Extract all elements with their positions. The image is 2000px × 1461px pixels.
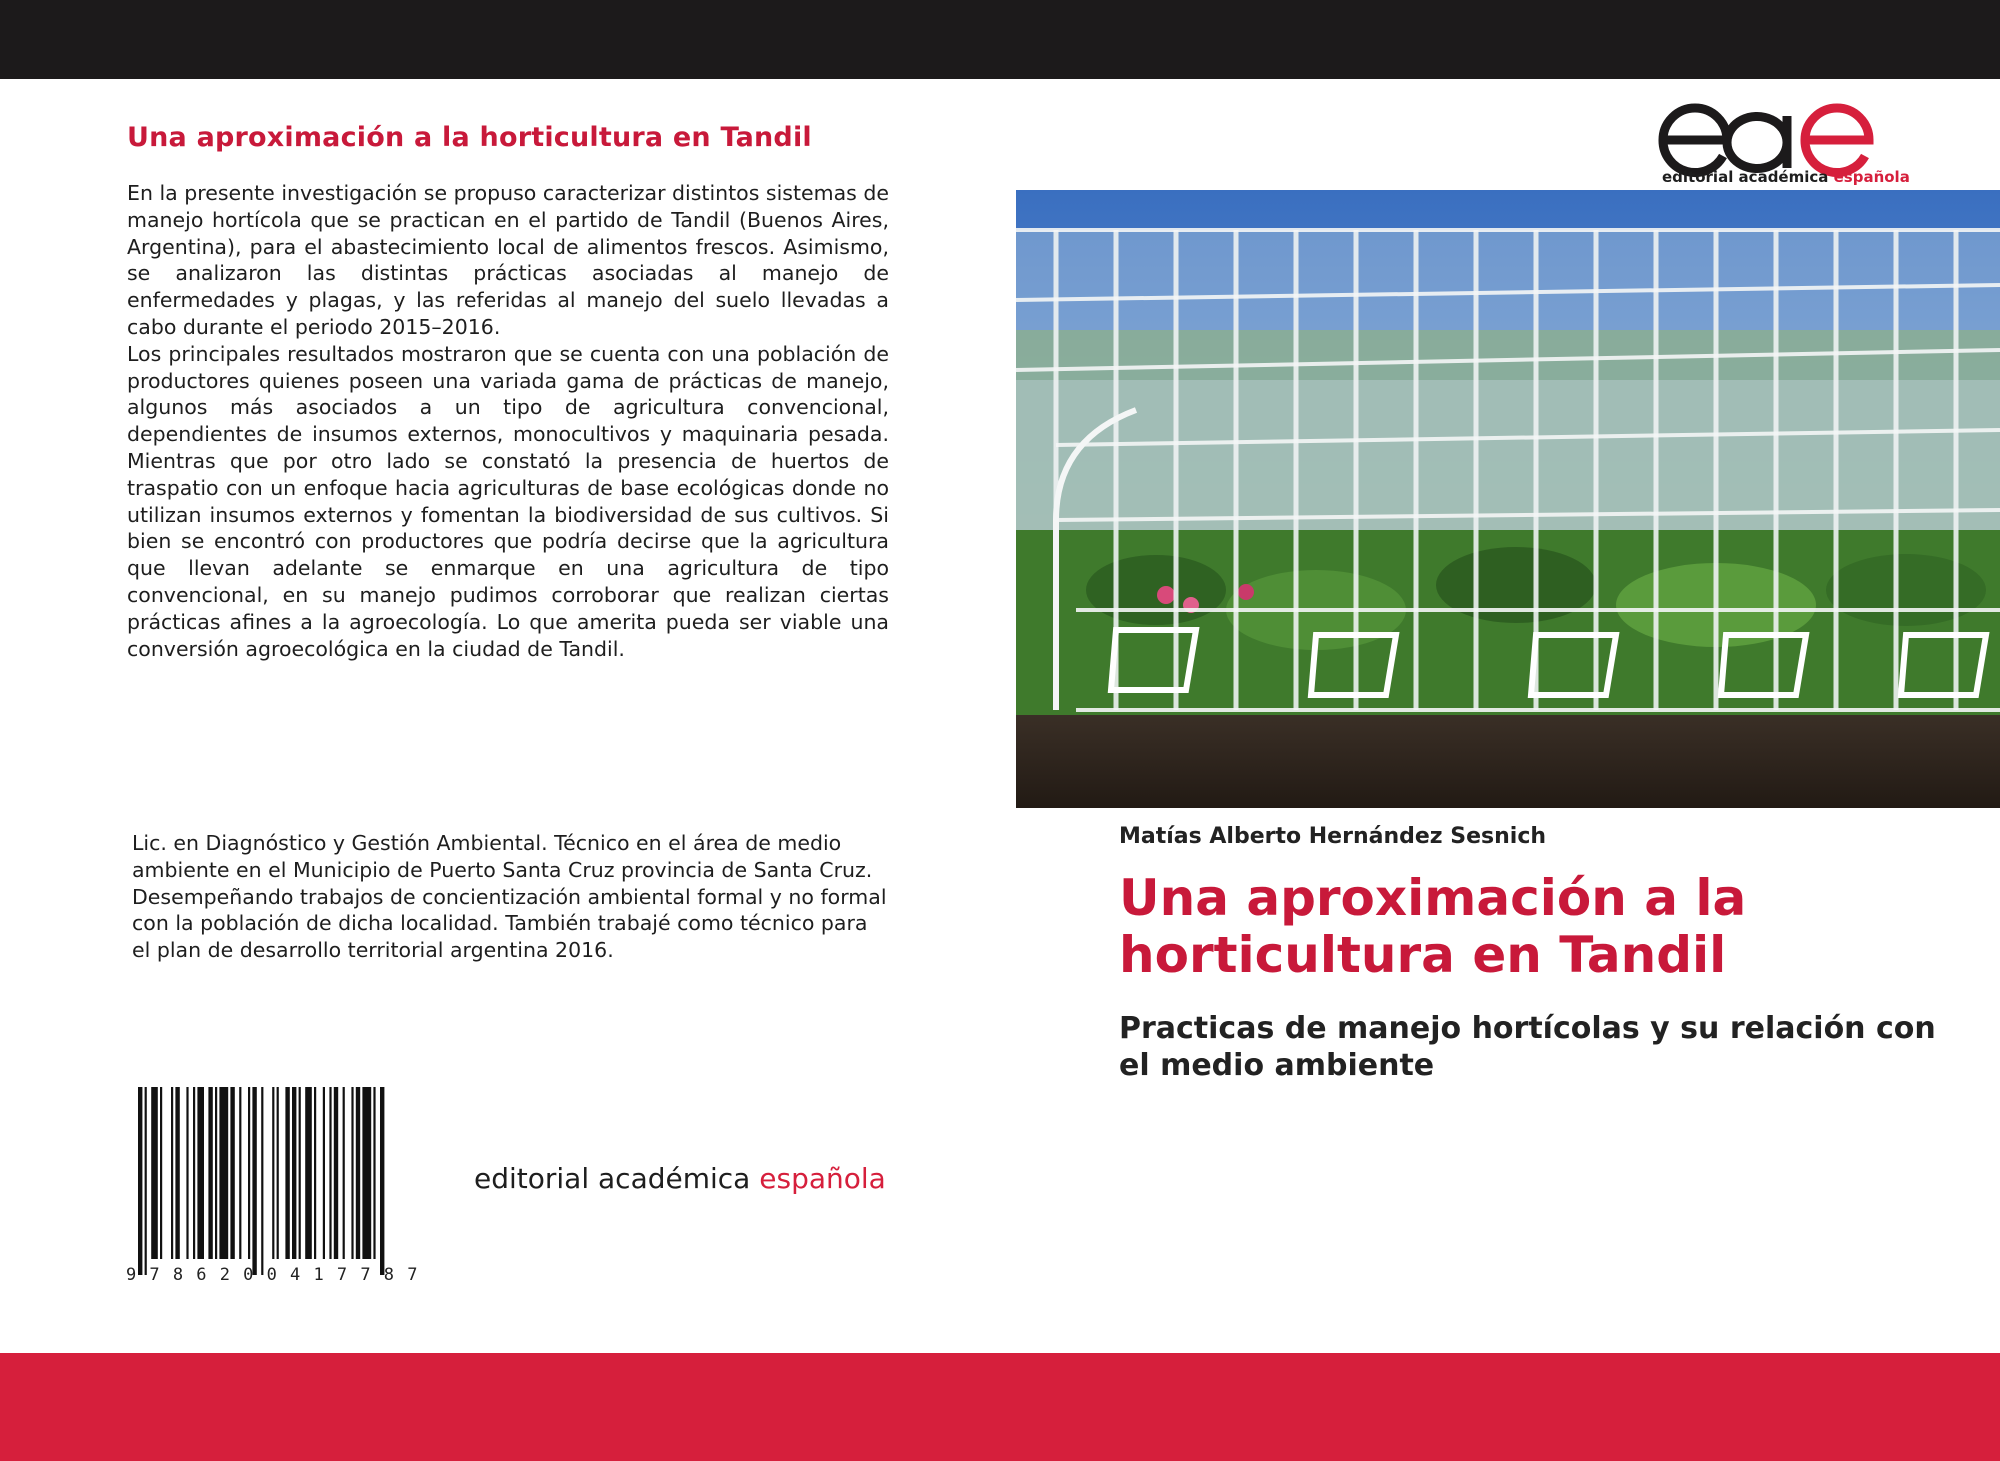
front-cover-subtitle: Practicas de manejo hortícolas y su relación con el medio ambiente — [1119, 1011, 1936, 1083]
publisher-name: editorial académica — [474, 1162, 760, 1195]
barcode-bar — [145, 1087, 147, 1275]
isbn-barcode — [126, 1087, 462, 1287]
barcode-bar — [343, 1087, 345, 1259]
author-bio: Lic. en Diagnóstico y Gestión Ambiental. Técnico en el área de medio ambiente en el Municipio de Puerto Santa Cruz provincia de Santa Cruz. Desempeñando trabajos de concientización ambiental formal y no formal con la población de dicha localidad. También trabajé como técnico para el plan de desarrollo territorial argentina 2016. — [132, 831, 887, 963]
barcode-bar — [362, 1087, 371, 1259]
barcode-bar — [160, 1087, 162, 1259]
barcode-bar — [380, 1087, 384, 1275]
barcode-bar — [193, 1087, 195, 1259]
barcode-bar — [197, 1087, 204, 1259]
barcode-bar — [230, 1087, 234, 1259]
top-band — [0, 0, 2000, 79]
barcode-bar — [351, 1087, 353, 1259]
greenhouse-illustration — [1016, 190, 2000, 808]
blurb-paragraph-1: En la presente investigación se propuso caracterizar distintos sistemas de manejo hortícola que se practican en el partido de Tandil (Buenos Aires, Argentina), para el abastecimiento local de alimentos frescos. Asimismo, se analizaron las distintas prácticas asociadas al manejo de enfermedades y plagas, y las referidas al manejo del suelo llevadas a cabo durante el periodo 2015–2016. — [127, 181, 889, 339]
back-cover-title: Una aproximación a la horticultura en Tandil — [127, 122, 812, 153]
barcode-bar — [329, 1087, 331, 1259]
barcode-bars — [126, 1087, 462, 1275]
barcode-bar — [252, 1087, 256, 1275]
logo-caption-accent: española — [1833, 168, 1910, 186]
barcode-bar — [356, 1087, 360, 1259]
barcode-bar — [277, 1087, 279, 1259]
back-publisher-imprint — [474, 1162, 886, 1195]
front-cover-title: Una aproximación a la horticultura en Tandil — [1119, 869, 1747, 984]
logo-caption — [1662, 168, 1910, 186]
barcode-bar — [334, 1087, 338, 1259]
barcode-bar — [248, 1087, 250, 1259]
barcode-bar — [219, 1087, 228, 1259]
blurb-paragraph-2: Los principales resultados mostraron que se cuenta con una población de productores quienes poseen una variada gama de prácticas de manejo, algunos más asociados a un tipo de agricultura convencional, dependientes de insumos externos, monocultivos y maquinaria pesada. Mientras que por otro lado se constató la presencia de huertos de traspatio con un enfoque hacia agriculturas de base ecológicas donde no utilizan insumos externos y fomentan la biodiversidad de sus cultivos. Si bien se encontró con productores que podría decirse que la agricultura que llevan adelante se enmarque en una agricultura de tipo convencional, en su manejo pudimos corroborar que realizan ciertas prácticas afines a la agroecología. Lo que amerita pueda ser viable una conversión agroecológica en la ciudad de Tandil. — [127, 341, 889, 661]
barcode-bar — [299, 1087, 301, 1259]
barcode-bar — [261, 1087, 263, 1275]
barcode-bar — [186, 1087, 188, 1259]
barcode-bar — [138, 1087, 142, 1275]
barcode-bar — [272, 1087, 274, 1259]
author-name: Matías Alberto Hernández Sesnich — [1119, 824, 1547, 849]
back-cover-blurb — [127, 180, 889, 662]
barcode-bar — [314, 1087, 316, 1259]
greenhouse-photo — [1016, 190, 2000, 808]
barcode-bar — [215, 1087, 217, 1259]
barcode-bar — [323, 1087, 325, 1259]
publisher-name-accent: española — [759, 1162, 886, 1195]
barcode-bar — [171, 1087, 173, 1259]
logo-caption-text: editorial académica — [1662, 168, 1834, 186]
barcode-bar — [285, 1087, 289, 1259]
barcode-bar — [175, 1087, 179, 1259]
barcode-bar — [208, 1087, 212, 1259]
barcode-bar — [151, 1087, 158, 1259]
barcode-bar — [373, 1087, 375, 1259]
barcode-bar — [305, 1087, 312, 1259]
isbn-digits: 9786200417787 — [126, 1265, 431, 1285]
barcode-bar — [239, 1087, 241, 1259]
barcode-bar — [292, 1087, 296, 1259]
bottom-band — [0, 1353, 2000, 1461]
